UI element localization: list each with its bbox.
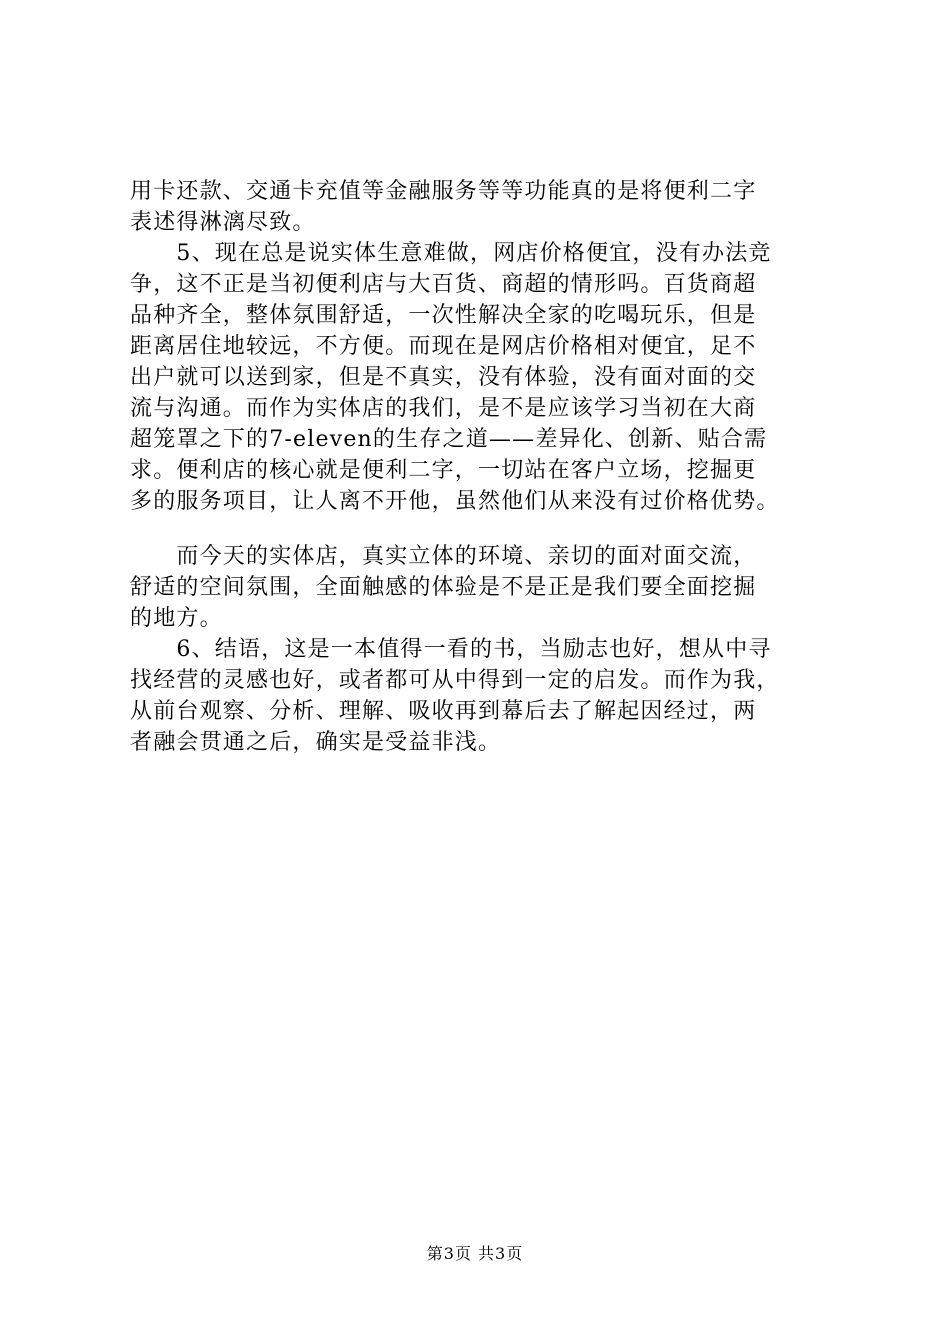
body-line: 流与沟通。而作为实体店的我们，是不是应该学习当初在大商 — [130, 396, 757, 421]
body-line: 的地方。 — [130, 606, 223, 631]
body-line: 舒适的空间氛围，全面触感的体验是不是正是我们要全面挖掘 — [130, 575, 757, 600]
body-line: 5、现在总是说实体生意难做，网店价格便宜，没有办法竞 — [130, 241, 772, 266]
body-line: 求。便利店的核心就是便利二字，一切站在客户立场，挖掘更 — [130, 458, 757, 483]
body-line: 而今天的实体店，真实立体的环境、亲切的面对面交流， — [130, 544, 757, 569]
body-line: 争，这不正是当初便利店与大百货、商超的情形吗。百货商超 — [130, 272, 757, 297]
body-line: 出户就可以送到家，但是不真实，没有体验，没有面对面的交 — [130, 365, 757, 390]
body-line: 用卡还款、交通卡充值等金融服务等等功能真的是将便利二字 — [130, 179, 757, 204]
body-line: 品种齐全，整体氛围舒适，一次性解决全家的吃喝玩乐，但是 — [130, 303, 757, 328]
body-line: 多的服务项目，让人离不开他，虽然他们从来没有过价格优势。 — [130, 489, 780, 514]
page-footer: 第3页 共3页 — [426, 1244, 524, 1263]
body-line: 6、结语，这是一本值得一看的书，当励志也好，想从中寻 — [130, 637, 772, 662]
body-line: 表述得淋漓尽致。 — [130, 210, 316, 235]
body-line: 者融会贯通之后，确实是受益非浅。 — [130, 730, 502, 755]
body-line: 从前台观察、分析、理解、吸收再到幕后去了解起因经过，两 — [130, 699, 757, 724]
body-line: 距离居住地较远，不方便。而现在是网店价格相对便宜，足不 — [130, 334, 757, 359]
body-line: 超笼罩之下的7-eleven的生存之道——差异化、创新、贴合需 — [130, 427, 768, 452]
body-line: 找经营的灵感也好，或者都可从中得到一定的启发。而作为我， — [130, 668, 780, 693]
